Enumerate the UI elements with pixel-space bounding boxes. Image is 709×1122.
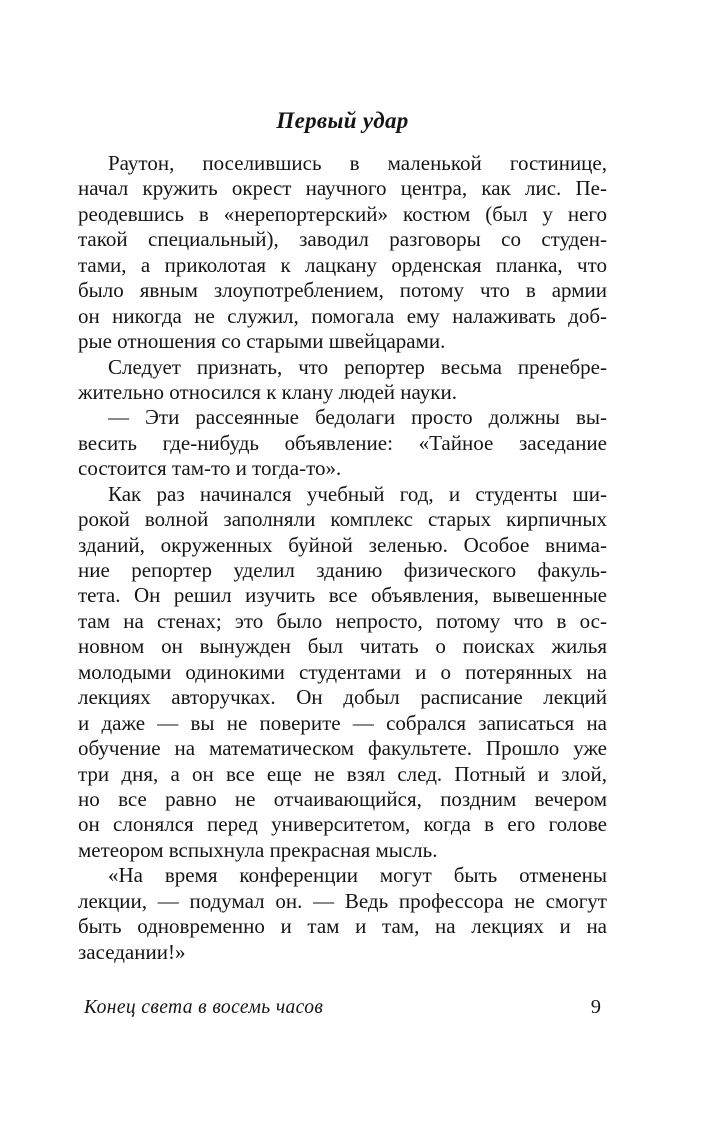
text-line: и даже — вы не поверите — собрался записаться на [78, 710, 607, 735]
text-line: Как раз начинался учебный год, и студенты ши- [108, 481, 607, 506]
paragraph [78, 405, 607, 481]
text-line: он никогда не служил, помогала ему налаживать доб- [78, 303, 607, 328]
text-line: — Эти рассеянные бедолаги просто должны вы- [108, 405, 607, 430]
text-line: заседании!» [78, 939, 186, 964]
text-line: метеором вспыхнула прекрасная мысль. [78, 837, 438, 862]
text-line: Следует признать, что репортер весьма пренебре- [108, 354, 607, 379]
text-line: быть одновременно и там и там, на лекциях и на [78, 914, 607, 939]
text-line: весить где-нибудь объявление: «Тайное заседание [78, 430, 607, 455]
text-line: рые отношения со старыми швейцарами. [78, 329, 446, 354]
text-line: состоится там-то и тогда-то». [78, 456, 342, 481]
text-line: лекциях авторучках. Он добыл расписание лекций [78, 685, 607, 710]
text-line: ние репортер уделил зданию физического факуль- [78, 558, 607, 582]
text-line: такой специальный), заводил разговоры со студен- [78, 227, 607, 252]
text-line: тета. Он решил изучить все объявления, вывешенные [78, 583, 607, 608]
text-line: обучение на математическом факультете. Прошло уже [78, 736, 607, 761]
text-line: Раутон, поселившись в маленькой гостинице, [108, 151, 607, 175]
text-line: но все равно не отчаивающийся, поздним вечером [78, 786, 607, 811]
text-line: начал кружить окрест научного центра, как лис. Пе- [78, 176, 607, 201]
page-number: 9 [590, 996, 601, 1018]
text-line: «На время конференции могут быть отменены [108, 863, 607, 888]
text-line: новном он вынужден был читать о поисках жилья [78, 634, 607, 659]
text-line: там на стенах; это было непросто, потому что в ос- [78, 608, 607, 633]
paragraph [78, 355, 607, 406]
text-line: три дня, а он все еще не взял след. Потный и злой, [78, 761, 607, 786]
text-line: реодевшись в «нерепортерский» костюм (был у него [78, 201, 607, 226]
text-line: он слонялся перед университетом, когда в его голове [78, 812, 607, 837]
text-line: тами, а приколотая к лацкану орденская планка, что [78, 252, 607, 277]
text-line: лекции, — подумал он. — Ведь профессора не смогут [78, 888, 607, 913]
text-line: зданий, окруженных буйной зеленью. Особое внима- [78, 532, 607, 557]
paragraph [78, 863, 607, 965]
chapter-title: Первый удар [276, 108, 409, 133]
text-line: жительно относился к клану людей науки. [78, 379, 457, 404]
text-line: было явным злоупотреблением, потому что в армии [78, 278, 607, 303]
body-text [78, 151, 607, 965]
running-title: Конец света в восемь часов [84, 997, 324, 1018]
text-line: рокой волной заполняли комплекс старых кирпичных [78, 507, 607, 532]
paragraph [78, 151, 607, 355]
paragraph [78, 482, 607, 864]
page-footer [78, 996, 607, 1019]
text-line: молодыми одинокими студентами и о потерянных на [78, 659, 607, 684]
